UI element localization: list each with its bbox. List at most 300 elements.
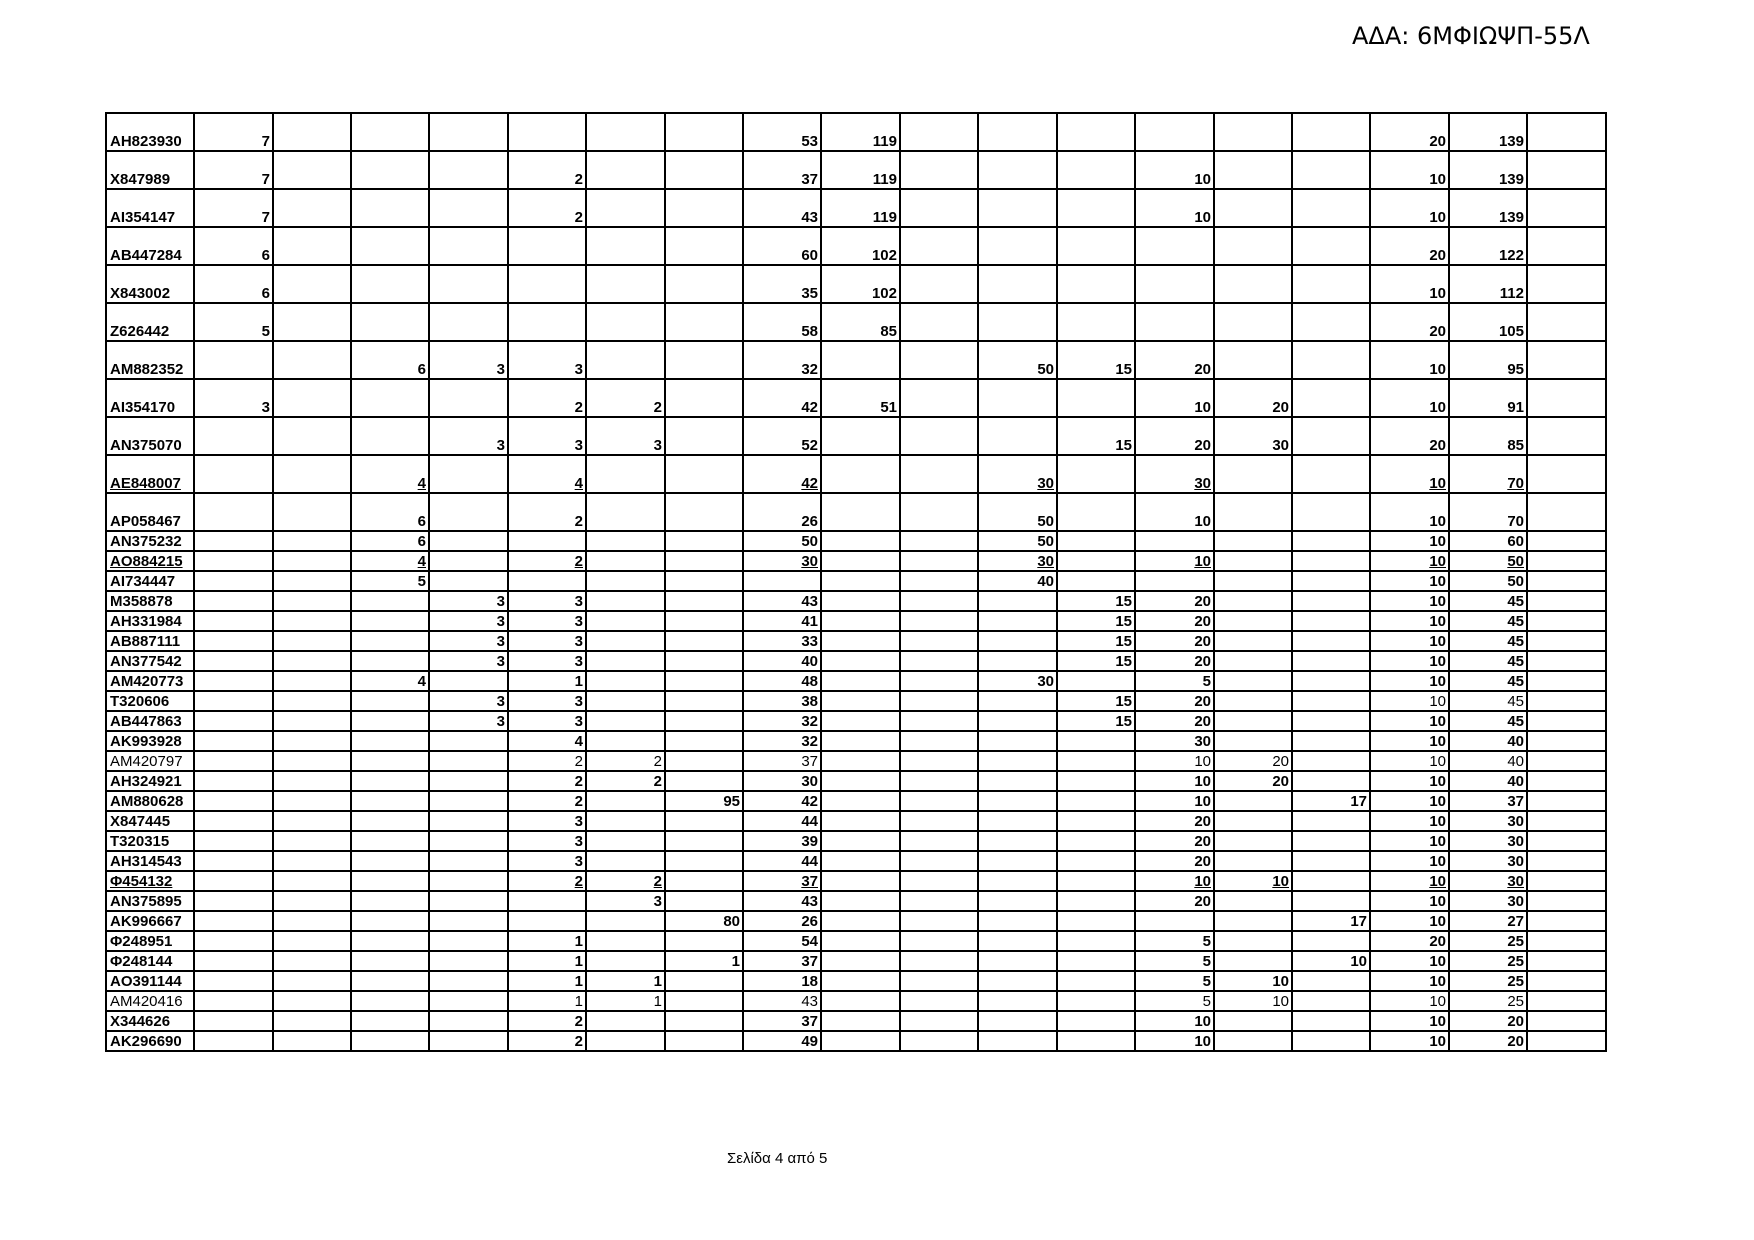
score-cell [900, 571, 978, 591]
score-cell [1292, 931, 1370, 951]
score-cell: 10 [1370, 341, 1449, 379]
score-cell [351, 911, 429, 931]
score-cell: 139 [1449, 151, 1527, 189]
score-cell: 10 [1370, 493, 1449, 531]
table-row [106, 493, 1606, 531]
score-cell [900, 931, 978, 951]
score-cell: 3 [429, 591, 508, 611]
score-cell: 10 [1214, 971, 1292, 991]
score-cell [1527, 691, 1606, 711]
score-cell: 40 [1449, 751, 1527, 771]
score-cell: 119 [821, 113, 900, 151]
score-cell: 85 [821, 303, 900, 341]
table-row [106, 611, 1606, 631]
score-cell [900, 771, 978, 791]
score-cell [1135, 265, 1214, 303]
score-cell [273, 531, 351, 551]
score-cell [900, 831, 978, 851]
applicant-id-cell: X344626 [106, 1011, 194, 1031]
score-cell [429, 791, 508, 811]
applicant-id-cell: X843002 [106, 265, 194, 303]
applicant-id-cell: AM880628 [106, 791, 194, 811]
score-cell: 43 [743, 991, 821, 1011]
score-cell [978, 771, 1057, 791]
score-cell [586, 911, 665, 931]
score-cell: 15 [1057, 651, 1135, 671]
applicant-id-cell: AN377542 [106, 651, 194, 671]
score-cell [273, 265, 351, 303]
score-cell [429, 771, 508, 791]
score-cell [273, 417, 351, 455]
score-cell [1057, 891, 1135, 911]
score-cell [586, 1031, 665, 1051]
score-cell: 51 [821, 379, 900, 417]
score-cell [273, 931, 351, 951]
score-cell: 10 [1135, 151, 1214, 189]
score-cell [900, 611, 978, 631]
score-cell [978, 631, 1057, 651]
score-cell [900, 911, 978, 931]
score-cell: 17 [1292, 911, 1370, 931]
score-cell: 3 [586, 891, 665, 911]
score-cell [821, 791, 900, 811]
score-cell [978, 651, 1057, 671]
score-cell: 30 [978, 455, 1057, 493]
score-cell: 5 [1135, 991, 1214, 1011]
score-cell: 15 [1057, 417, 1135, 455]
score-cell [351, 691, 429, 711]
score-cell [508, 227, 586, 265]
score-cell [273, 1011, 351, 1031]
score-cell: 15 [1057, 591, 1135, 611]
score-cell [978, 303, 1057, 341]
applicant-id-cell: AI734447 [106, 571, 194, 591]
score-cell: 3 [586, 417, 665, 455]
score-cell [1527, 417, 1606, 455]
score-cell [1527, 227, 1606, 265]
score-cell: 37 [743, 1011, 821, 1031]
score-cell [351, 379, 429, 417]
score-cell [821, 711, 900, 731]
score-cell: 4 [351, 671, 429, 691]
score-cell: 5 [351, 571, 429, 591]
score-cell [351, 951, 429, 971]
score-cell: 15 [1057, 611, 1135, 631]
score-cell [978, 851, 1057, 871]
score-cell: 10 [1370, 731, 1449, 751]
score-cell: 70 [1449, 493, 1527, 531]
score-cell [978, 831, 1057, 851]
score-cell: 122 [1449, 227, 1527, 265]
score-cell: 10 [1370, 571, 1449, 591]
score-cell [586, 611, 665, 631]
score-cell: 3 [508, 631, 586, 651]
table-row [106, 1011, 1606, 1031]
table-row [106, 265, 1606, 303]
score-cell: 3 [508, 831, 586, 851]
score-cell: 10 [1370, 791, 1449, 811]
score-cell [821, 951, 900, 971]
score-cell [273, 551, 351, 571]
score-cell [1527, 991, 1606, 1011]
score-cell [429, 851, 508, 871]
score-cell [1292, 455, 1370, 493]
scores-table [105, 112, 1607, 1052]
score-cell [900, 1031, 978, 1051]
score-cell [1527, 831, 1606, 851]
score-cell [821, 731, 900, 751]
score-cell: 10 [1370, 991, 1449, 1011]
score-cell [900, 265, 978, 303]
table-row [106, 631, 1606, 651]
score-cell [1214, 931, 1292, 951]
score-cell: 119 [821, 189, 900, 227]
score-cell [273, 227, 351, 265]
score-cell [429, 891, 508, 911]
applicant-id-cell: Φ248951 [106, 931, 194, 951]
score-cell [1527, 931, 1606, 951]
applicant-id-cell: AN375895 [106, 891, 194, 911]
score-cell: 38 [743, 691, 821, 711]
applicant-id-cell: AB447284 [106, 227, 194, 265]
score-cell [821, 771, 900, 791]
score-cell [1214, 691, 1292, 711]
score-cell: 30 [1449, 811, 1527, 831]
score-cell [665, 651, 743, 671]
table-row [106, 591, 1606, 611]
score-cell [665, 851, 743, 871]
score-cell [273, 811, 351, 831]
score-cell [900, 791, 978, 811]
table-row [106, 811, 1606, 831]
score-cell [900, 871, 978, 891]
score-cell: 2 [508, 551, 586, 571]
score-cell: 95 [665, 791, 743, 811]
score-cell [1527, 871, 1606, 891]
score-cell: 53 [743, 113, 821, 151]
score-cell [900, 991, 978, 1011]
score-cell: 1 [508, 991, 586, 1011]
score-cell: 10 [1292, 951, 1370, 971]
score-cell: 3 [429, 341, 508, 379]
score-cell [821, 1011, 900, 1031]
score-cell: 40 [743, 651, 821, 671]
score-cell: 45 [1449, 631, 1527, 651]
score-cell: 2 [586, 751, 665, 771]
score-cell: 37 [743, 751, 821, 771]
score-cell [586, 571, 665, 591]
score-cell: 25 [1449, 931, 1527, 951]
score-cell [351, 303, 429, 341]
score-cell: 139 [1449, 189, 1527, 227]
score-cell: 39 [743, 831, 821, 851]
score-cell [665, 591, 743, 611]
score-cell [1135, 531, 1214, 551]
score-cell [1214, 493, 1292, 531]
score-cell [194, 771, 273, 791]
score-cell [1292, 991, 1370, 1011]
table-row [106, 551, 1606, 571]
score-cell [1292, 571, 1370, 591]
score-cell [1292, 731, 1370, 751]
score-cell: 32 [743, 341, 821, 379]
score-cell [586, 731, 665, 751]
score-cell [1292, 303, 1370, 341]
score-cell: 50 [743, 531, 821, 551]
score-cell [194, 631, 273, 651]
score-cell [429, 151, 508, 189]
score-cell: 3 [508, 611, 586, 631]
score-cell [273, 379, 351, 417]
score-cell [978, 971, 1057, 991]
score-cell: 30 [978, 671, 1057, 691]
score-cell [1527, 611, 1606, 631]
score-cell: 1 [665, 951, 743, 971]
score-cell [1292, 591, 1370, 611]
score-cell [900, 455, 978, 493]
score-cell [194, 751, 273, 771]
score-cell: 6 [351, 531, 429, 551]
applicant-id-cell: AB447863 [106, 711, 194, 731]
score-cell [1292, 1031, 1370, 1051]
score-cell [978, 811, 1057, 831]
score-cell [1527, 971, 1606, 991]
score-cell: 15 [1057, 341, 1135, 379]
score-cell [429, 811, 508, 831]
score-cell [1527, 1011, 1606, 1031]
score-cell [978, 113, 1057, 151]
score-cell [821, 811, 900, 831]
score-cell: 26 [743, 911, 821, 931]
score-cell: 48 [743, 671, 821, 691]
score-cell: 20 [1135, 651, 1214, 671]
score-cell [273, 303, 351, 341]
score-cell: 3 [508, 651, 586, 671]
applicant-id-cell: AM882352 [106, 341, 194, 379]
score-cell [1057, 911, 1135, 931]
score-cell [351, 791, 429, 811]
score-cell [978, 417, 1057, 455]
score-cell: 20 [1449, 1031, 1527, 1051]
table-row [106, 791, 1606, 811]
score-cell [743, 571, 821, 591]
score-cell [586, 951, 665, 971]
score-cell [1057, 851, 1135, 871]
score-cell: 20 [1135, 417, 1214, 455]
score-cell: 45 [1449, 651, 1527, 671]
score-cell [586, 811, 665, 831]
score-cell: 30 [1449, 851, 1527, 871]
score-cell [586, 851, 665, 871]
score-cell [351, 851, 429, 871]
score-cell [1527, 751, 1606, 771]
score-cell [1527, 631, 1606, 651]
score-cell [821, 931, 900, 951]
score-cell [900, 651, 978, 671]
score-cell [1214, 189, 1292, 227]
score-cell: 58 [743, 303, 821, 341]
score-cell: 10 [1370, 911, 1449, 931]
score-cell [1292, 113, 1370, 151]
score-cell: 10 [1214, 991, 1292, 1011]
score-cell: 26 [743, 493, 821, 531]
score-cell [665, 265, 743, 303]
score-cell [1214, 711, 1292, 731]
score-cell: 33 [743, 631, 821, 651]
score-cell [273, 113, 351, 151]
score-cell: 44 [743, 811, 821, 831]
score-cell [1214, 341, 1292, 379]
score-cell [900, 631, 978, 651]
score-cell [1292, 151, 1370, 189]
applicant-id-cell: AO884215 [106, 551, 194, 571]
score-cell [821, 991, 900, 1011]
score-cell [194, 911, 273, 931]
score-cell: 1 [586, 991, 665, 1011]
score-cell [351, 113, 429, 151]
score-cell: 50 [978, 531, 1057, 551]
score-cell [1214, 303, 1292, 341]
score-cell [1527, 455, 1606, 493]
score-cell [1214, 671, 1292, 691]
score-cell: 20 [1135, 711, 1214, 731]
score-cell: 30 [743, 551, 821, 571]
score-cell [1057, 751, 1135, 771]
score-cell: 17 [1292, 791, 1370, 811]
score-cell [429, 551, 508, 571]
score-cell: 7 [194, 151, 273, 189]
score-cell [978, 1031, 1057, 1051]
score-cell [978, 379, 1057, 417]
score-cell [1057, 771, 1135, 791]
score-cell [1214, 455, 1292, 493]
score-cell: 2 [508, 771, 586, 791]
score-cell [665, 341, 743, 379]
score-cell [194, 791, 273, 811]
score-cell: 2 [508, 1031, 586, 1051]
score-cell: 2 [508, 1011, 586, 1031]
score-cell [1057, 227, 1135, 265]
score-cell [194, 691, 273, 711]
applicant-id-cell: X847989 [106, 151, 194, 189]
score-cell [821, 651, 900, 671]
applicant-id-cell: Φ248144 [106, 951, 194, 971]
score-cell: 20 [1370, 931, 1449, 951]
score-cell [1527, 341, 1606, 379]
score-cell: 5 [194, 303, 273, 341]
score-cell [429, 189, 508, 227]
score-cell [900, 189, 978, 227]
table-row [106, 379, 1606, 417]
table-row [106, 731, 1606, 751]
score-cell [821, 1031, 900, 1051]
score-cell [194, 851, 273, 871]
score-cell [194, 493, 273, 531]
score-cell [194, 531, 273, 551]
score-cell [194, 1011, 273, 1031]
score-cell [1214, 651, 1292, 671]
score-cell: 85 [1449, 417, 1527, 455]
score-cell: 10 [1370, 771, 1449, 791]
score-cell [900, 591, 978, 611]
score-cell [978, 1011, 1057, 1031]
score-cell [665, 711, 743, 731]
score-cell: 3 [508, 341, 586, 379]
table-row [106, 571, 1606, 591]
score-cell [1527, 891, 1606, 911]
score-cell [351, 651, 429, 671]
score-cell: 18 [743, 971, 821, 991]
score-cell [586, 591, 665, 611]
score-cell: 2 [586, 871, 665, 891]
score-cell [508, 265, 586, 303]
score-cell [273, 1031, 351, 1051]
table-row [106, 651, 1606, 671]
score-cell [273, 455, 351, 493]
score-cell [429, 931, 508, 951]
score-cell [351, 871, 429, 891]
score-cell: 2 [508, 751, 586, 771]
ada-code: ΑΔΑ: 6ΜΦΙΩΨΠ-55Λ [1352, 22, 1590, 50]
score-cell: 5 [1135, 951, 1214, 971]
score-cell: 25 [1449, 951, 1527, 971]
score-cell: 10 [1370, 651, 1449, 671]
score-cell: 45 [1449, 671, 1527, 691]
score-cell: 20 [1135, 591, 1214, 611]
applicant-id-cell: AO391144 [106, 971, 194, 991]
score-cell [194, 931, 273, 951]
score-cell: 54 [743, 931, 821, 951]
applicant-id-cell: Φ454132 [106, 871, 194, 891]
score-cell [586, 671, 665, 691]
score-cell [1135, 303, 1214, 341]
score-cell [273, 771, 351, 791]
score-cell [1527, 951, 1606, 971]
score-cell [351, 711, 429, 731]
score-cell [1057, 113, 1135, 151]
score-cell: 32 [743, 731, 821, 751]
score-cell [1214, 113, 1292, 151]
applicant-id-cell: T320606 [106, 691, 194, 711]
score-cell [665, 417, 743, 455]
score-cell [273, 189, 351, 227]
score-cell: 10 [1370, 151, 1449, 189]
score-cell [665, 455, 743, 493]
applicant-id-cell: AK996667 [106, 911, 194, 931]
score-cell: 10 [1370, 611, 1449, 631]
score-cell: 30 [1135, 455, 1214, 493]
score-cell [900, 811, 978, 831]
score-cell [351, 265, 429, 303]
score-cell: 10 [1370, 871, 1449, 891]
score-cell [900, 971, 978, 991]
score-cell [273, 611, 351, 631]
score-cell [1214, 227, 1292, 265]
score-cell: 112 [1449, 265, 1527, 303]
score-cell: 6 [194, 227, 273, 265]
score-cell: 10 [1370, 951, 1449, 971]
score-cell [1057, 831, 1135, 851]
score-cell [665, 611, 743, 631]
score-cell: 30 [1214, 417, 1292, 455]
score-cell [978, 227, 1057, 265]
score-cell [821, 891, 900, 911]
score-cell [429, 1031, 508, 1051]
applicant-id-cell: AH314543 [106, 851, 194, 871]
score-cell [1214, 1031, 1292, 1051]
score-cell: 3 [508, 417, 586, 455]
applicant-id-cell: AK993928 [106, 731, 194, 751]
